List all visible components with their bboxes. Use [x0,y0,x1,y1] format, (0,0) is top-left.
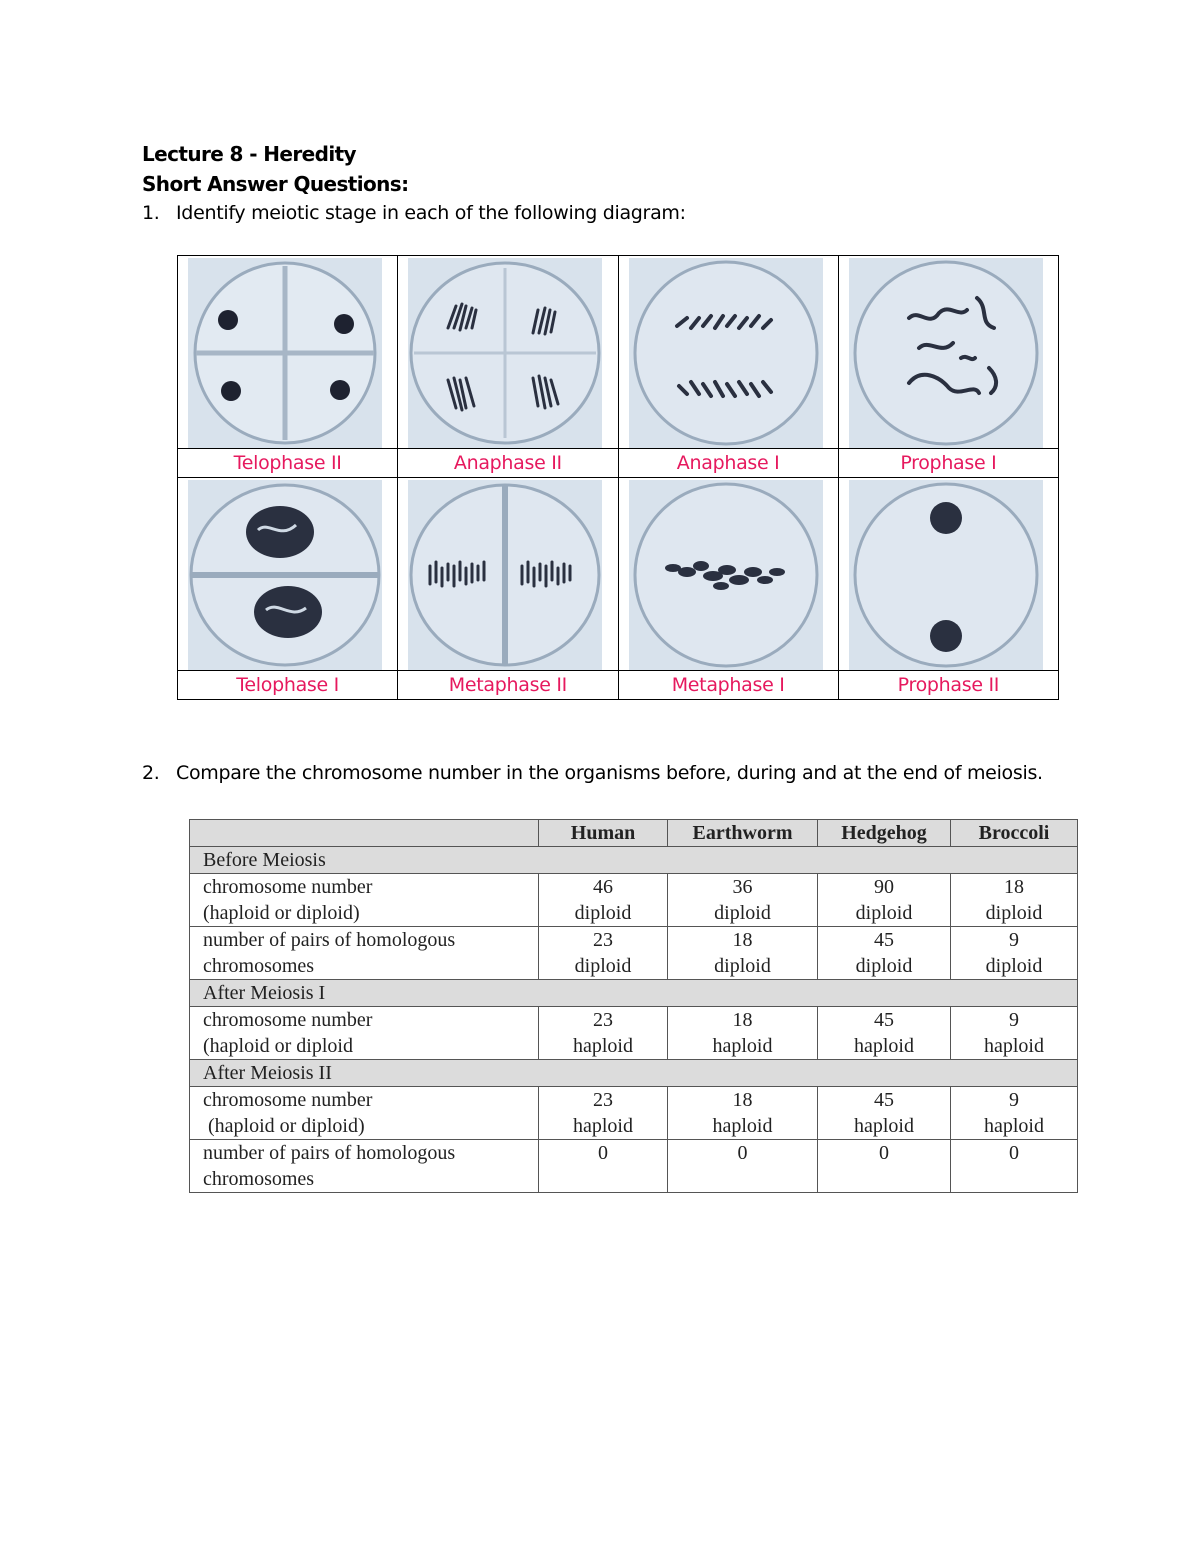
table-cell [539,1140,668,1193]
table-cell [539,874,668,927]
section-title: After Meiosis I [190,980,1078,1007]
chromosome-comparison-table [189,819,1078,1193]
question-2-text: Compare the chromosome number in the organisms before, during and at the end of meiosis. [176,762,1043,784]
question-1-number: 1. [142,202,160,224]
stage-label: Prophase I [838,449,1058,478]
row-label [190,1007,539,1060]
cell-ploidy: haploid [712,1115,773,1137]
row-label-line-1: chromosome number [203,1009,373,1031]
anaphase-ii-micrograph [408,258,602,448]
cell-ploidy: diploid [985,955,1043,977]
table-cell [951,1087,1078,1140]
row-label-line-1: number of pairs of homologous [203,929,456,951]
row-label [190,927,539,980]
section-title: Before Meiosis [190,847,1078,874]
column-header: Hedgehog [818,820,951,847]
cell-number: 45 [874,1009,894,1031]
row-label-line-2: (haploid or diploid) [203,902,360,924]
cell-number: 0 [1009,1142,1019,1164]
cell-number: 46 [593,876,613,898]
cell-number: 9 [1009,1089,1019,1111]
cell-number: 0 [598,1142,608,1164]
table-cell [539,927,668,980]
table-cell [951,1140,1078,1193]
table-cell [818,1140,951,1193]
cell-number: 9 [1009,929,1019,951]
row-label-line-2: chromosomes [203,955,315,977]
table-row [190,1140,1078,1193]
table-row [190,1087,1078,1140]
cell-ploidy: diploid [714,955,771,977]
table-cell [818,1007,951,1060]
cell-ploidy: haploid [984,1035,1044,1057]
cell-ploidy: haploid [854,1035,914,1057]
stage-label: Telophase II [178,449,398,478]
prophase-i-micrograph [849,258,1043,448]
cell-number: 90 [874,876,894,898]
row-label-line-1: chromosome number [203,876,373,898]
cell-number: 18 [732,929,753,951]
table-row [190,1007,1078,1060]
section-row [190,980,1078,1007]
table-cell [539,1007,668,1060]
table-cell [668,1007,818,1060]
table-corner-cell [190,820,539,847]
prophase-ii-micrograph [849,480,1043,670]
question-2-number: 2. [142,762,160,784]
cell-number: 23 [593,1089,613,1111]
table-cell [818,1087,951,1140]
cell-ploidy: diploid [985,902,1043,924]
cell-number: 36 [732,876,753,898]
table-cell [818,927,951,980]
stage-image-cell [618,478,838,671]
table-cell [539,1087,668,1140]
cell-number: 23 [593,929,613,951]
document-title: Lecture 8 - Heredity [142,142,356,166]
row-label-line-1: chromosome number [203,1089,373,1111]
cell-ploidy: diploid [714,902,771,924]
row-label-line-2: (haploid or diploid [203,1035,353,1057]
cell-ploidy: haploid [984,1115,1044,1137]
cell-ploidy: haploid [854,1115,914,1137]
cell-ploidy: diploid [855,902,913,924]
stage-label: Prophase II [838,671,1058,700]
table-row [190,927,1078,980]
question-2 [142,760,1056,787]
stage-image-cell [398,256,618,449]
stage-image-cell [838,478,1058,671]
row-label [190,1087,539,1140]
row-label [190,1140,539,1193]
stage-image-cell [178,256,398,449]
cell-number: 45 [874,929,894,951]
row-label [190,874,539,927]
cell-number: 18 [1004,876,1024,898]
row-label-line-2: (haploid or diploid) [203,1115,365,1137]
stage-label: Metaphase II [398,671,618,700]
telophase-ii-micrograph [188,258,382,448]
cell-number: 45 [874,1089,894,1111]
stage-label: Telophase I [178,671,398,700]
stage-label: Anaphase I [618,449,838,478]
table-cell [668,874,818,927]
cell-ploidy: diploid [855,955,913,977]
stage-label: Anaphase II [398,449,618,478]
cell-number: 18 [732,1089,753,1111]
question-1-text: Identify meiotic stage in each of the following diagram: [176,202,686,224]
column-header: Earthworm [668,820,818,847]
metaphase-i-micrograph [629,480,823,670]
cell-ploidy: haploid [573,1115,633,1137]
section-row [190,847,1078,874]
column-header: Broccoli [951,820,1078,847]
meiosis-stage-grid [177,255,1059,700]
cell-number: 18 [732,1009,753,1031]
table-header-row [190,820,1078,847]
table-cell [668,1140,818,1193]
cell-number: 23 [593,1009,613,1031]
cell-ploidy: diploid [574,955,632,977]
stage-label: Metaphase I [618,671,838,700]
table-cell [951,874,1078,927]
table-cell [951,1007,1078,1060]
stage-image-cell [618,256,838,449]
section-row [190,1060,1078,1087]
cell-ploidy: haploid [573,1035,633,1057]
cell-number: 9 [1009,1009,1019,1031]
telophase-i-micrograph [188,480,382,670]
table-cell [951,927,1078,980]
cell-number: 0 [737,1142,748,1164]
column-header: Human [539,820,668,847]
stage-image-cell [838,256,1058,449]
cell-number: 0 [879,1142,889,1164]
section-subtitle: Short Answer Questions: [142,172,409,196]
row-label-line-2: chromosomes [203,1168,315,1190]
table-cell [668,927,818,980]
table-cell [818,874,951,927]
section-title: After Meiosis II [190,1060,1078,1087]
table-cell [668,1087,818,1140]
cell-ploidy: diploid [574,902,632,924]
stage-image-cell [178,478,398,671]
anaphase-i-micrograph [629,258,823,448]
row-label-line-1: number of pairs of homologous [203,1142,456,1164]
cell-ploidy: haploid [712,1035,773,1057]
table-row [190,874,1078,927]
question-1 [142,202,686,224]
metaphase-ii-micrograph [408,480,602,670]
stage-image-cell [398,478,618,671]
